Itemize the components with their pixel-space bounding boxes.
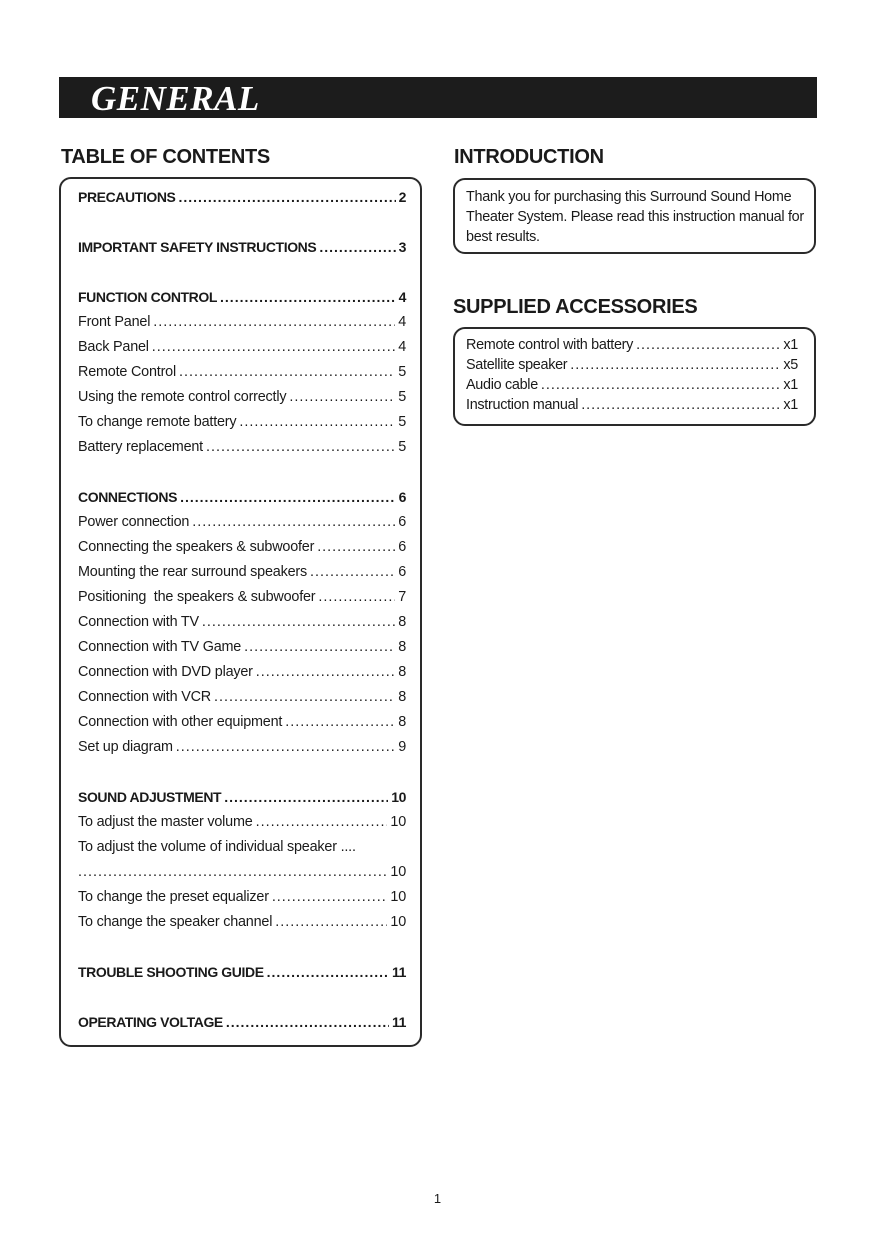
toc-entry[interactable]: IMPORTANT SAFETY INSTRUCTIONS ..... 3 xyxy=(78,239,406,264)
introduction-box xyxy=(453,178,816,254)
toc-entry[interactable]: Connection with TV Game ..... 8 xyxy=(78,639,406,664)
toc-entry-continuation[interactable]: ..... 10 xyxy=(78,864,406,889)
toc-entry[interactable]: Connection with DVD player ..... 8 xyxy=(78,664,406,689)
toc-entry[interactable]: Battery replacement ..... 5 xyxy=(78,439,406,464)
toc-entry[interactable]: Power connection ..... 6 xyxy=(78,514,406,539)
toc-entry[interactable]: PRECAUTIONS ..... 2 xyxy=(78,189,406,214)
toc-entry[interactable]: Connection with TV ..... 8 xyxy=(78,614,406,639)
accessory-item: Satellite speaker ..... x5 xyxy=(466,357,798,377)
section-title: GENERAL xyxy=(91,79,260,118)
page-number: 1 xyxy=(433,1191,442,1206)
accessory-item: Remote control with battery ..... x1 xyxy=(466,337,798,357)
toc-heading: TABLE OF CONTENTS xyxy=(61,146,270,168)
section-banner xyxy=(59,77,817,118)
accessories-box xyxy=(453,327,816,426)
accessory-item: Audio cable ..... x1 xyxy=(466,377,798,397)
toc-entry[interactable]: Front Panel ..... 4 xyxy=(78,314,406,339)
toc-entry[interactable]: To adjust the volume of individual speaker .... xyxy=(78,839,356,855)
toc-entry[interactable]: Back Panel ..... 4 xyxy=(78,339,406,364)
toc-entry[interactable]: Connection with VCR ..... 8 xyxy=(78,689,406,714)
toc-box xyxy=(59,177,422,1047)
toc-entry[interactable]: Positioning the speakers & subwoofer ..... 7 xyxy=(78,589,406,614)
toc-entry[interactable]: Connecting the speakers & subwoofer ..... 6 xyxy=(78,539,406,564)
toc-entry[interactable]: To change the speaker channel ..... 10 xyxy=(78,914,406,939)
accessories-heading: SUPPLIED ACCESSORIES xyxy=(453,296,698,318)
toc-entry[interactable]: SOUND ADJUSTMENT ..... 10 xyxy=(78,789,406,814)
toc-entry[interactable]: To change remote battery ..... 5 xyxy=(78,414,406,439)
accessory-item: Instruction manual ..... x1 xyxy=(466,397,798,417)
toc-entry[interactable]: OPERATING VOLTAGE ..... 11 xyxy=(78,1014,406,1039)
introduction-heading: INTRODUCTION xyxy=(454,146,604,168)
toc-entry[interactable]: TROUBLE SHOOTING GUIDE ..... 11 xyxy=(78,964,406,989)
toc-entry[interactable]: To change the preset equalizer ..... 10 xyxy=(78,889,406,914)
accessories-list xyxy=(466,337,798,417)
toc-entry[interactable]: Remote Control ..... 5 xyxy=(78,364,406,389)
toc-entry[interactable]: Using the remote control correctly ..... 5 xyxy=(78,389,406,414)
toc-entry[interactable]: Set up diagram ..... 9 xyxy=(78,739,406,764)
introduction-text: Thank you for purchasing this Surround Sound Home Theater System. Please read this instruction manual for best results. xyxy=(466,189,804,245)
toc-list xyxy=(78,189,406,1039)
toc-entry[interactable]: Connection with other equipment ..... 8 xyxy=(78,714,406,739)
toc-entry[interactable]: Mounting the rear surround speakers ..... 6 xyxy=(78,564,406,589)
toc-entry[interactable]: FUNCTION CONTROL ..... 4 xyxy=(78,289,406,314)
toc-entry[interactable]: CONNECTIONS ..... 6 xyxy=(78,489,406,514)
toc-entry[interactable]: To adjust the master volume ..... 10 xyxy=(78,814,406,839)
